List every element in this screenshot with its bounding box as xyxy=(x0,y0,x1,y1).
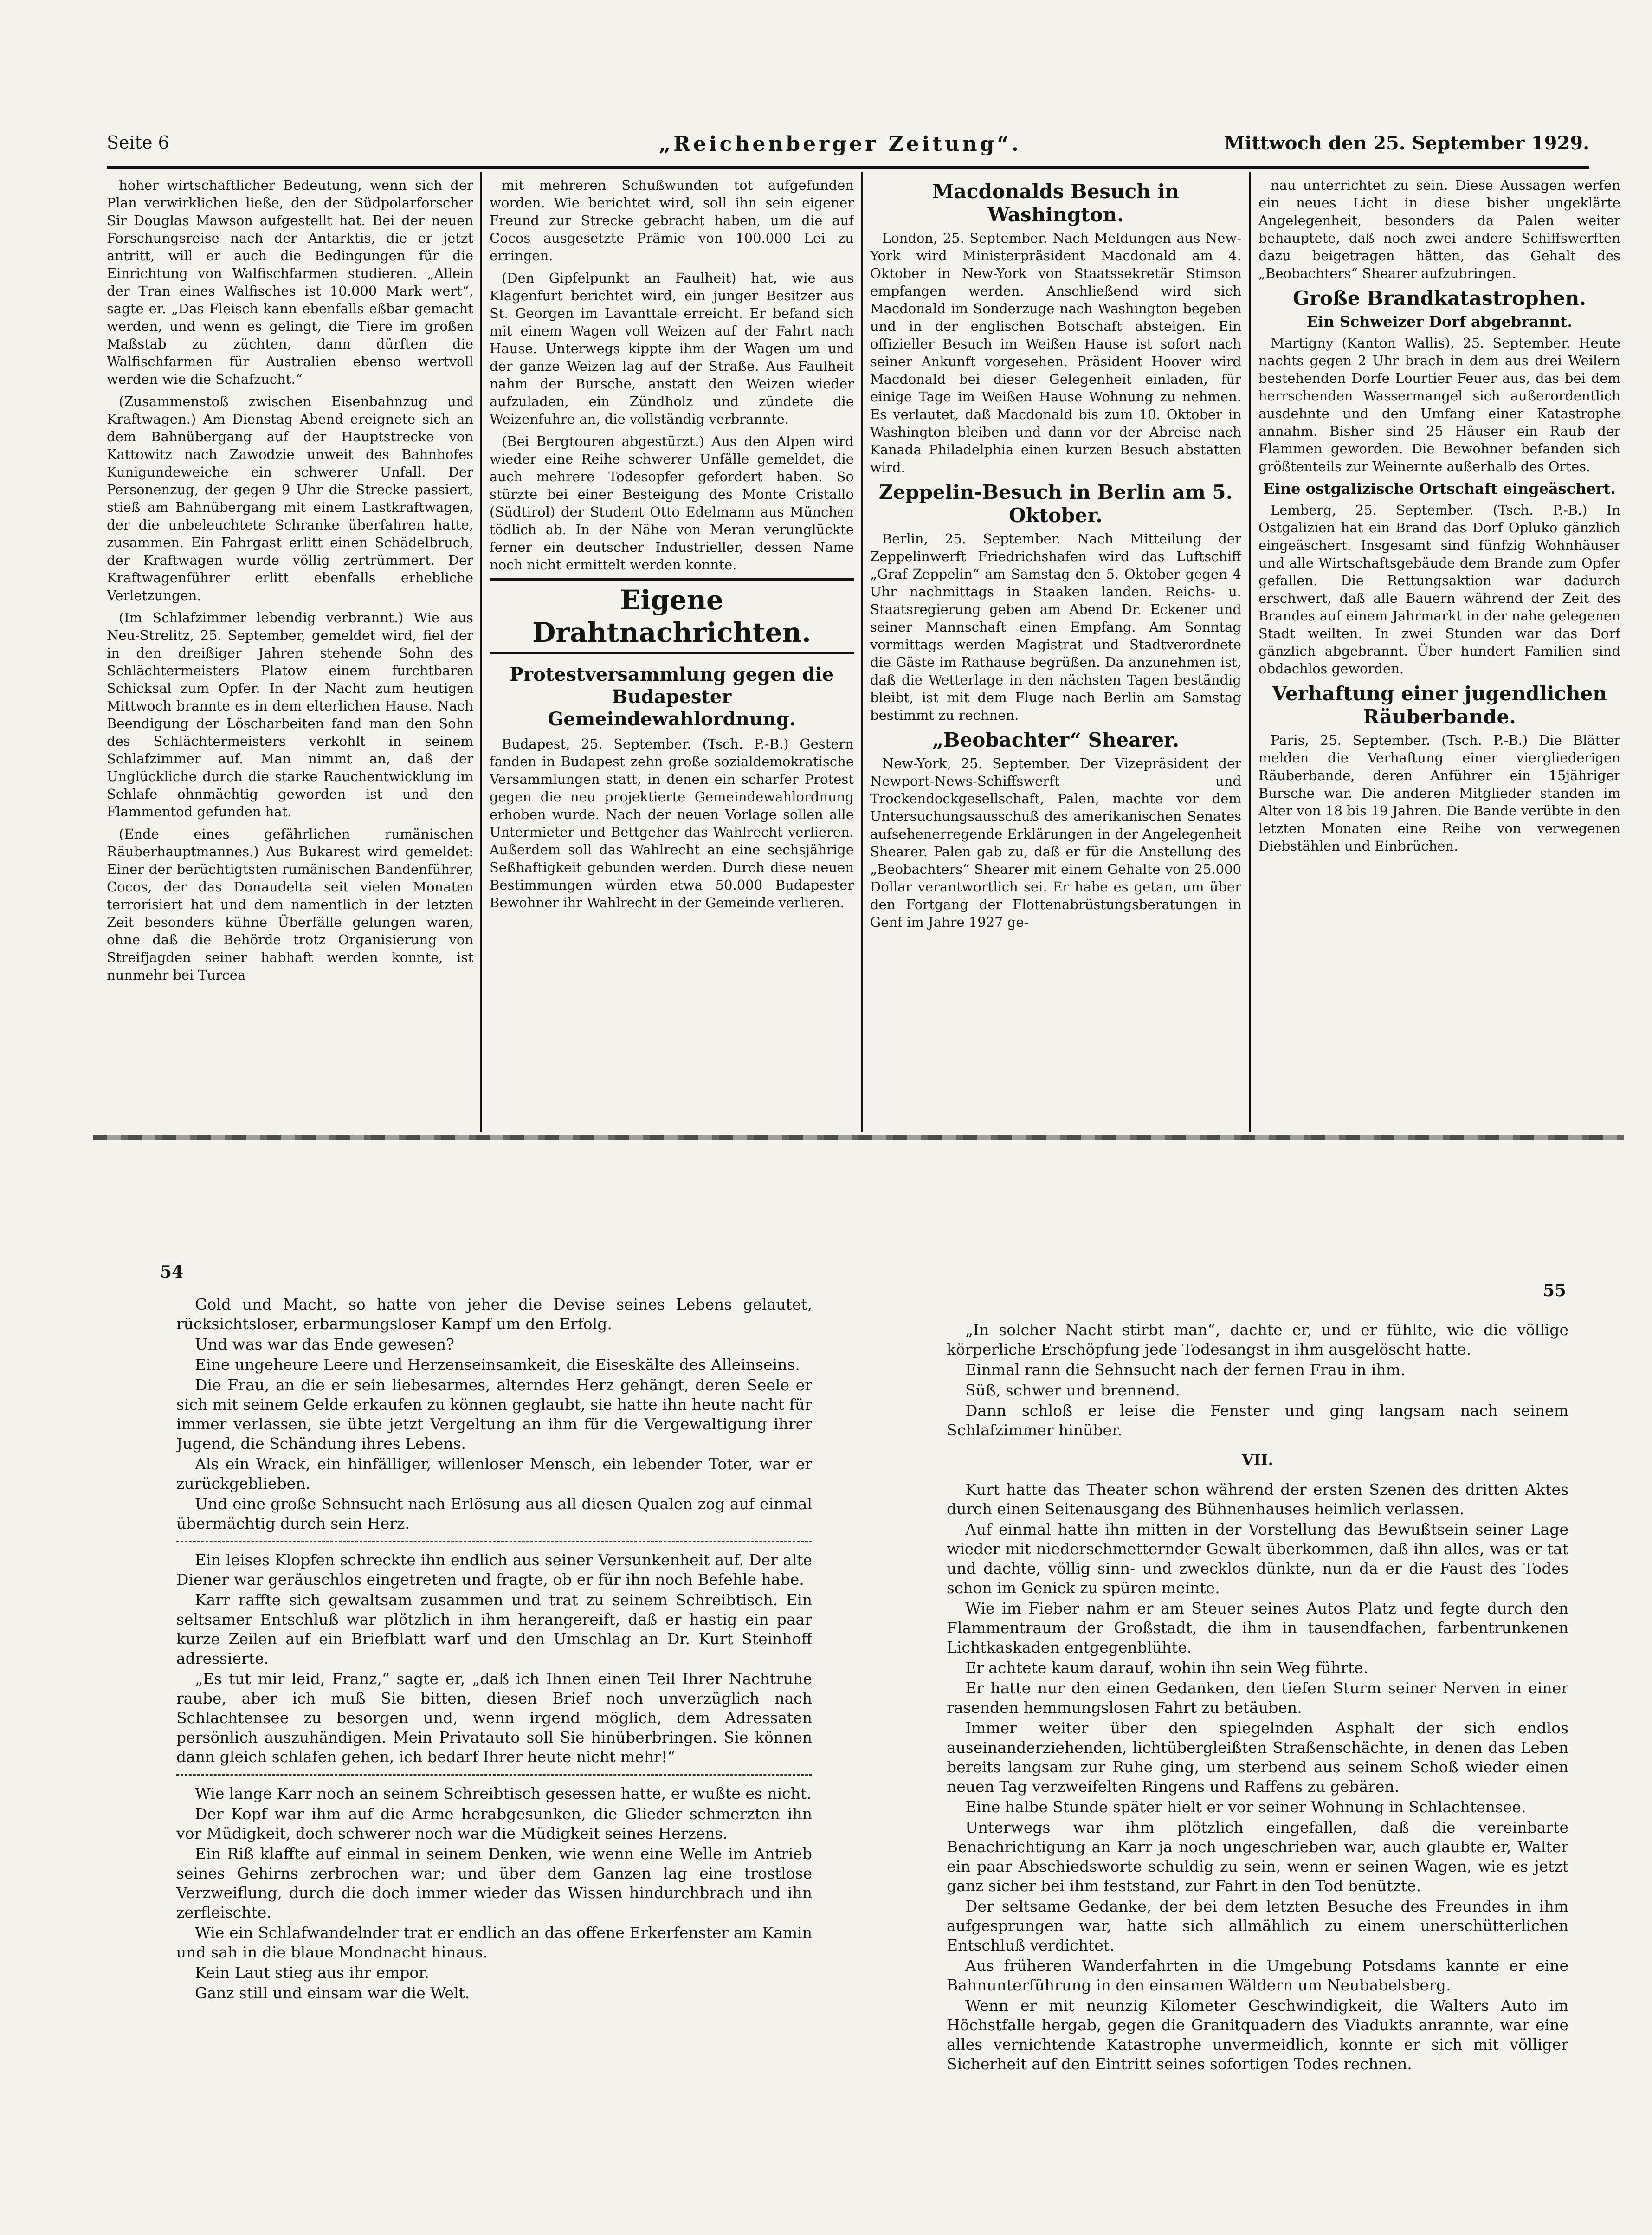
article-paragraph: London, 25. September. Nach Meldungen aus New-York wird Ministerpräsident Macdonald am 4. Oktober in New-York von Staatssekretär Stimson empfangen werden. Anschließend wird sich Macdonald im Sonderzuge nach Washington begeben und in der englischen Botschaft absteigen. Ein offizieller Besuch im Weißen Hause ist sofort nach seiner Ankunft vorgesehen. Präsident Hoover wird Macdonald bei dieser Gelegenheit einladen, für einige Tage im Weißen Hause Wohnung zu nehmen. Es verlautet, daß Macdonald bis zum 10. Oktober in Washington bleiben und dann vor der Abreise nach Kanada Philadelphia einen kurzen Besuch abstatten wird. xyxy=(870,230,1241,475)
page-header xyxy=(107,132,1589,165)
article-paragraph: Lemberg, 25. September. (Tsch. P.-B.) In Ostgalizien hat ein Brand das Dorf Opluko gänzlich eingeäschert. Insgesamt sind fünfzig Wohnhäuser und alle Wirtschaftsgebäude dem Brande zum Opfer gefallen. Die Rettungsaktion war dadurch erschwert, daß alle Bauern während der Zeit des Brandes auf einem Jahrmarkt in der nahe gelegenen Stadt weilten. In zwei Stunden war das Dorf gänzlich abgebrannt. Über hundert Familien sind obdachlos geworden. xyxy=(1258,502,1620,677)
section-bottom-rule xyxy=(93,1135,1624,1140)
book-paragraph: Wie im Fieber nahm er am Steuer seines Autos Platz und fegte durch den Flammentraum der Großstadt, die ihm in tausendfachen, farbentrunkenen Lichtkaskaden entgegenblühte. xyxy=(947,1599,1568,1656)
column-divider xyxy=(861,172,863,1132)
article-heading: „Beobachter“ Shearer. xyxy=(932,729,1180,751)
book-paragraph: Und was war das Ende gewesen? xyxy=(195,1335,454,1353)
header-rule xyxy=(107,166,1589,169)
article-subheading: Eine ostgalizische Ortschaft eingeäschert. xyxy=(1263,480,1616,497)
book-paragraph: Er achtete kaum darauf, wohin ihn sein Weg führte. xyxy=(965,1659,1368,1677)
article-heading: Protestversammlung gegen die Budapester Gemeindewahlordnung. xyxy=(509,664,834,730)
book-paragraph: Wenn er mit neunzig Kilometer Geschwindigkeit, die Walters Auto im Höchstfalle hergab, gegen die Granitquadern des Viadukts anrannte, war eine alles vernichtende Katastrophe unvermeidlich, konnte er sich mit völliger Sicherheit auf den Eintritt seines sofortigen Todes rechnen. xyxy=(947,1996,1568,2073)
book-paragraph: Und eine große Sehnsucht nach Erlösung aus all diesen Qualen zog auf einmal übermächtig durch sein Herz. xyxy=(176,1495,812,1532)
book-paragraph: Ein leises Klopfen schreckte ihn endlich aus seiner Versunkenheit auf. Der alte Diener war geräuschlos eingetreten und fragte, ob er für ihn noch Befehle habe. xyxy=(176,1551,812,1589)
book-paragraph: Gold und Macht, so hatte von jeher die Devise seines Lebens gelautet, rücksichtsloser, erbarmungsloser Kampf um den Erfolg. xyxy=(176,1295,812,1333)
article-paragraph: hoher wirtschaftlicher Bedeutung, wenn sich der Plan verwirklichen ließe, den der Südpolarforscher Sir Douglas Mawson aufgestellt hat. Bei der neuen Forschungsreise nach der Antarktis, die er jetzt antritt, will er auch die Bedingungen für die Einrichtung von Walfischfarmen studieren. „Allein der Tran eines Walfisches ist 10.000 Mark wert“, sagte er. „Das Fleisch kann ebenfalls eßbar gemacht werden, und wenn es gelingt, die Tiere im großen Maßstab zu züchten, dann dürften die Walfischfarmen für Australien ebenso wertvoll werden wie die Schafzucht.“ xyxy=(107,177,473,387)
book-paragraph: Der Kopf war ihm auf die Arme herabgesunken, die Glieder schmerzten ihn vor Müdigkeit, doch schwerer noch war die Müdigkeit seines Herzens. xyxy=(176,1805,812,1842)
article-paragraph: (Zusammenstoß zwischen Eisenbahnzug und Kraftwagen.) Am Dienstag Abend ereignete sich an dem Bahnübergang auf der Hauptstrecke von Kattowitz nach Zawodzie unweit des Bahnhofes Kunigundeweiche ein schwerer Unfall. Der Personenzug, der gegen 9 Uhr die Strecke passiert, stieß am Bahnübergang mit einem Lastkraftwagen, der die unbeleuchtete Schranke überfahren hatte, zusammen. Ein Fahrgast erlitt einen Schädelbruch, der Kraftwagen wurde völlig zertrümmert. Der Kraftwagenführer erlitt ebenfalls erhebliche Verletzungen. xyxy=(107,394,473,603)
book-paragraph: „In solcher Nacht stirbt man“, dachte er, und er fühlte, wie die völlige körperliche Erschöpfung jede Todesangst in ihm ausgelöscht hatte. xyxy=(947,1321,1568,1358)
column-3 xyxy=(870,176,1241,1132)
book-paragraph: Aus früheren Wanderfahrten in die Umgebung Potsdams kannte er eine Bahnunterführung in den einsamen Wäldern um Neubabelsberg. xyxy=(947,1957,1568,1994)
article-paragraph: (Den Gipfelpunkt an Faulheit) hat, wie aus Klagenfurt berichtet wird, ein junger Besitzer aus St. Georgen im Lavanttale erreicht. Er befand sich mit einem Wagen voll Weizen auf der Fahrt nach Hause. Unterwegs kippte ihm der Wagen um und der ganze Weizen lag auf der Straße. Aus Faulheit nahm der Bursche, anstatt den Weizen wieder aufzuladen, ein Zündholz und zündete die Weizenfuhre an, die vollständig verbrannte. xyxy=(490,270,854,427)
column-4 xyxy=(1258,176,1620,1132)
book-paragraph: Ein Riß klaffte auf einmal in seinem Denken, wie wenn eine Welle im Antrieb seines Gehirns zerbrochen war; und über dem Ganzen lag eine trostlose Verzweiflung, durch die doch immer wieder das Wissen hindurchbrach und ihn zerfleischte. xyxy=(176,1845,812,1921)
book-paragraph: Dann schloß er leise die Fenster und ging langsam nach seinem Schlafzimmer hinüber. xyxy=(947,1402,1568,1439)
book-paragraph: Der seltsame Gedanke, der bei dem letzten Besuche des Freundes in ihm aufgesprungen war, hatte sich allmählich zu einem unerschütterlichen Entschluß verdichtet. xyxy=(947,1897,1568,1954)
article-paragraph: New-York, 25. September. Der Vizepräsident der Newport-News-Schiffswerft und Trockendockgesellschaft, Palen, machte vor dem Untersuchungsausschuß des amerikanischen Senates aufsehenerregende Erklärungen in der Angelegenheit Shearer. Palen gab zu, daß er für die Anstellung des „Beobachters“ Shearer mit einem Gehalte von 25.000 Dollar verantwortlich sei. Er habe es getan, um über den Fortgang der Flottenabrüstungsberatungen in Genf im Jahre 1927 ge- xyxy=(870,756,1241,930)
book-paragraph: „Es tut mir leid, Franz,“ sagte er, „daß ich Ihnen einen Teil Ihrer Nachtruhe raube, aber ich muß Sie bitten, diesen Brief noch unverzüglich nach Schlachtensee zu besorgen und, wenn irgend möglich, dem Adressaten persönlich auszuhändigen. Mein Privatauto soll Sie hinüberbringen. Sie können dann gleich schlafen gehen, ich bedarf Ihrer heute nicht mehr!“ xyxy=(176,1670,812,1766)
article-paragraph: Martigny (Kanton Wallis), 25. September. Heute nachts gegen 2 Uhr brach in dem aus drei Weilern bestehenden Dorfe Lourtier Feuer aus, das bei dem herrschenden Wassermangel sich außerordentlich ausdehnte und den Umfang einer Katastrophe annahm. Bisher sind 25 Häuser ein Raub der Flammen geworden. Die Bewohner befanden sich größtenteils zur Weinernte außerhalb des Ortes. xyxy=(1258,335,1620,474)
book-paragraph: Eine halbe Stunde später hielt er vor seiner Wohnung in Schlachtensee. xyxy=(965,1798,1526,1816)
book-paragraph: Immer weiter über den spiegelnden Asphalt der sich endlos auseinanderziehenden, lichtübergleißten Straßenschächte, in denen das Leben bereits langsam zur Ruhe ging, um sterbend aus seinem Schoß wieder einen neuen Tag verzweifelten Ringens und Raffens zu gebären. xyxy=(947,1719,1568,1796)
column-1 xyxy=(107,176,473,1132)
section-banner: Eigene Drahtnachrichten. xyxy=(490,578,854,654)
book-paragraph: Auf einmal hatte ihn mitten in der Vorstellung das Bewußtsein seiner Lage wieder mit niederschmetternder Gewalt überkommen, daß ihn alles, was er tat und dachte, völlig sinn- und zwecklos dünkte, nun da er die Faust des Todes schon im Genick zu spüren meinte. xyxy=(947,1520,1568,1597)
column-divider xyxy=(480,172,482,1132)
article-paragraph: (Ende eines gefährlichen rumänischen Räuberhauptmannes.) Aus Bukarest wird gemeldet: Einer der berüchtigtsten rumänischen Bandenführer, Cocos, der das Donaudelta seit vielen Monaten terrorisiert hat und dem namentlich in der letzten Zeit besonders kühne Überfälle gelungen waren, ohne daß die Behörde trotz Organisierung von Streifjagden seiner habhaft werden konnte, ist nunmehr bei Turcea xyxy=(107,826,473,983)
book-paragraph: Die Frau, an die er sein liebesarmes, alterndes Herz gehängt, deren Seele er sich mit seinem Gelde erkaufen zu können geglaubt, sie hatte ihn heute nacht für immer verlassen, sie übte jetzt Vergeltung an ihm für die Vergewaltigung ihrer Jugend, die Schändung ihres Lebens. xyxy=(176,1376,812,1453)
book-paragraph: Karr raffte sich gewaltsam zusammen und trat zu seinem Schreibtisch. Ein seltsamer Entschluß war plötzlich in ihm herangereift, daß er hastig ein paar kurze Zeilen auf ein Briefblatt warf und den Umschlag an Dr. Kurt Steinhoff adressierte. xyxy=(176,1591,812,1667)
article-paragraph: (Bei Bergtouren abgestürzt.) Aus den Alpen wird wieder eine Reihe schwerer Unfälle gemeldet, die auch mehrere Todesopfer gefordert haben. So stürzte bei einer Besteigung des Monte Cristallo (Südtirol) der Student Otto Edelmann aus München tödlich ab. In der Nähe von Meran verunglückte ferner ein deutscher Industrieller, dessen Name noch nicht ermittelt werden konnte. xyxy=(490,433,854,573)
book-paragraph: Wie ein Schlafwandelnder trat er endlich an das offene Erkerfenster am Kamin und sah in die blaue Mondnacht hinaus. xyxy=(176,1924,812,1961)
article-paragraph: Berlin, 25. September. Nach Mitteilung der Zeppelinwerft Friedrichshafen wird das Luftschiff „Graf Zeppelin“ am Samstag den 5. Oktober gegen 4 Uhr nachmittags in Staaken landen. Reichs- u. Staatsregierung geben am Abend Dr. Eckener und seiner Mannschaft einen Empfang. Am Sonntag vormittags werden Magistrat und Stadtverordnete die Gäste im Rathause begrüßen. Da anzunehmen ist, daß die Wetterlage in den nächsten Tagen beständig bleibt, ist mit dem Fluge nach Berlin am Samstag bestimmt zu rechnen. xyxy=(870,531,1241,723)
article-heading: Verhaftung einer jugendlichen Räuberbande. xyxy=(1272,682,1607,728)
book-page-number-left: 54 xyxy=(160,1262,184,1282)
book-paragraph: Eine ungeheure Leere und Herzenseinsamkeit, die Eiseskälte des Alleinseins. xyxy=(195,1356,800,1374)
article-heading: Zeppelin-Besuch in Berlin am 5. Oktober. xyxy=(878,481,1233,527)
newspaper-title: „Reichenberger Zeitung“. xyxy=(659,132,1022,156)
article-paragraph: mit mehreren Schußwunden tot aufgefunden worden. Wie berichtet wird, soll ihn sein eigener Freund zur Strecke gebracht haben, um die auf Cocos ausgesetzte Prämie von 100.000 Lei zu erringen. xyxy=(490,177,854,264)
column-divider xyxy=(1249,172,1251,1132)
book-page-number-right: 55 xyxy=(1543,1281,1567,1300)
scene-separator xyxy=(176,1774,812,1776)
article-paragraph: (Im Schlafzimmer lebendig verbrannt.) Wie aus Neu-Strelitz, 25. September, gemeldet wird, fiel der in den dreißiger Jahren stehende Sohn des Schlächtermeisters Platow einem furchtbaren Schicksal zum Opfer. In der Nacht zum heutigen Mittwoch brannte es in dem elterlichen Hause. Nach Beendigung der Löscharbeiten fand man den Sohn des Schlächtermeisters verkohlt in seinem Schlafzimmer auf. Man nimmt an, daß der Unglückliche durch die starke Rauchentwicklung im Schlafe ohnmächtig geworden ist und den Flammentod gefunden hat. xyxy=(107,610,473,820)
scene-separator xyxy=(176,1541,812,1542)
book-page-right xyxy=(947,1320,1568,2202)
book-paragraph: Kurt hatte das Theater schon während der ersten Szenen des dritten Aktes durch einen Seitenausgang des Bühnenhauses heimlich verlassen. xyxy=(947,1480,1568,1518)
chapter-number: VII. xyxy=(1242,1451,1273,1469)
book-paragraph: Süß, schwer und brennend. xyxy=(965,1381,1181,1399)
article-paragraph: Paris, 25. September. (Tsch. P.-B.) Die Blätter melden die Verhaftung einer viergliederigen Räuberbande, deren Anführer ein 15jähriger Bursche war. Die anderen Mitglieder standen im Alter von 18 bis 19 Jahren. Die Bande verübte in den letzten Monaten eine Reihe von verwegenen Diebstählen und Einbrüchen. xyxy=(1258,732,1620,854)
column-2 xyxy=(490,176,854,1132)
article-heading: Große Brandkatastrophen. xyxy=(1293,287,1586,310)
article-paragraph: nau unterrichtet zu sein. Diese Aussagen werfen ein neues Licht in diese bisher ungeklärte Angelegenheit, besonders da Palen weiter behauptete, daß noch zwei andere Schiffswerften dazu beigetragen hätten, das Gehalt des „Beobachters“ Shearer aufzubringen. xyxy=(1258,177,1620,281)
page-label: Seite 6 xyxy=(107,132,169,153)
article-paragraph: Budapest, 25. September. (Tsch. P.-B.) Gestern fanden in Budapest zehn große sozialdemokratische Versammlungen statt, in denen ein scharfer Protest gegen die neu projektierte Gemeindewahlordnung erhoben wurde. Nach der neuen Vorlage sollen alle Untermieter und Bettgeher das Wahlrecht verlieren. Außerdem soll das Wahlrecht an eine sechsjährige Seßhaftigkeit gebunden werden. Durch diese neuen Bestimmungen würden etwa 50.000 Budapester Bewohner ihr Wahlrecht in der Gemeinde verlieren. xyxy=(490,736,854,911)
book-paragraph: Er hatte nur den einen Gedanken, den tiefen Sturm seiner Nerven in einer rasenden hemmungslosen Fahrt zu betäuben. xyxy=(947,1679,1568,1717)
book-paragraph: Einmal rann die Sehnsucht nach der fernen Frau in ihm. xyxy=(965,1361,1406,1379)
book-paragraph: Unterwegs war ihm plötzlich eingefallen, daß die vereinbarte Benachrichtigung an Karr ja noch ungeschrieben war, auch glaubte er, Walter ein paar Abschiedsworte schuldig zu sein, wenn er seinen Wagen, wie es jetzt ganz sicher bei ihm feststand, zur Fahrt in den Tod benützte. xyxy=(947,1818,1568,1895)
book-page-left xyxy=(176,1295,812,2195)
book-paragraph: Wie lange Karr noch an seinem Schreibtisch gesessen hatte, er wußte es nicht. xyxy=(195,1784,812,1802)
article-subheading: Ein Schweizer Dorf abgebrannt. xyxy=(1306,313,1573,330)
book-paragraph: Kein Laut stieg aus ihr empor. xyxy=(195,1964,429,1982)
issue-date: Mittwoch den 25. September 1929. xyxy=(1224,132,1589,154)
article-heading: Macdonalds Besuch in Washington. xyxy=(932,180,1179,226)
book-paragraph: Ganz still und einsam war die Welt. xyxy=(195,1984,470,2002)
book-paragraph: Als ein Wrack, ein hinfälliger, willenloser Mensch, ein lebender Toter, war er zurückgeblieben. xyxy=(176,1455,812,1492)
